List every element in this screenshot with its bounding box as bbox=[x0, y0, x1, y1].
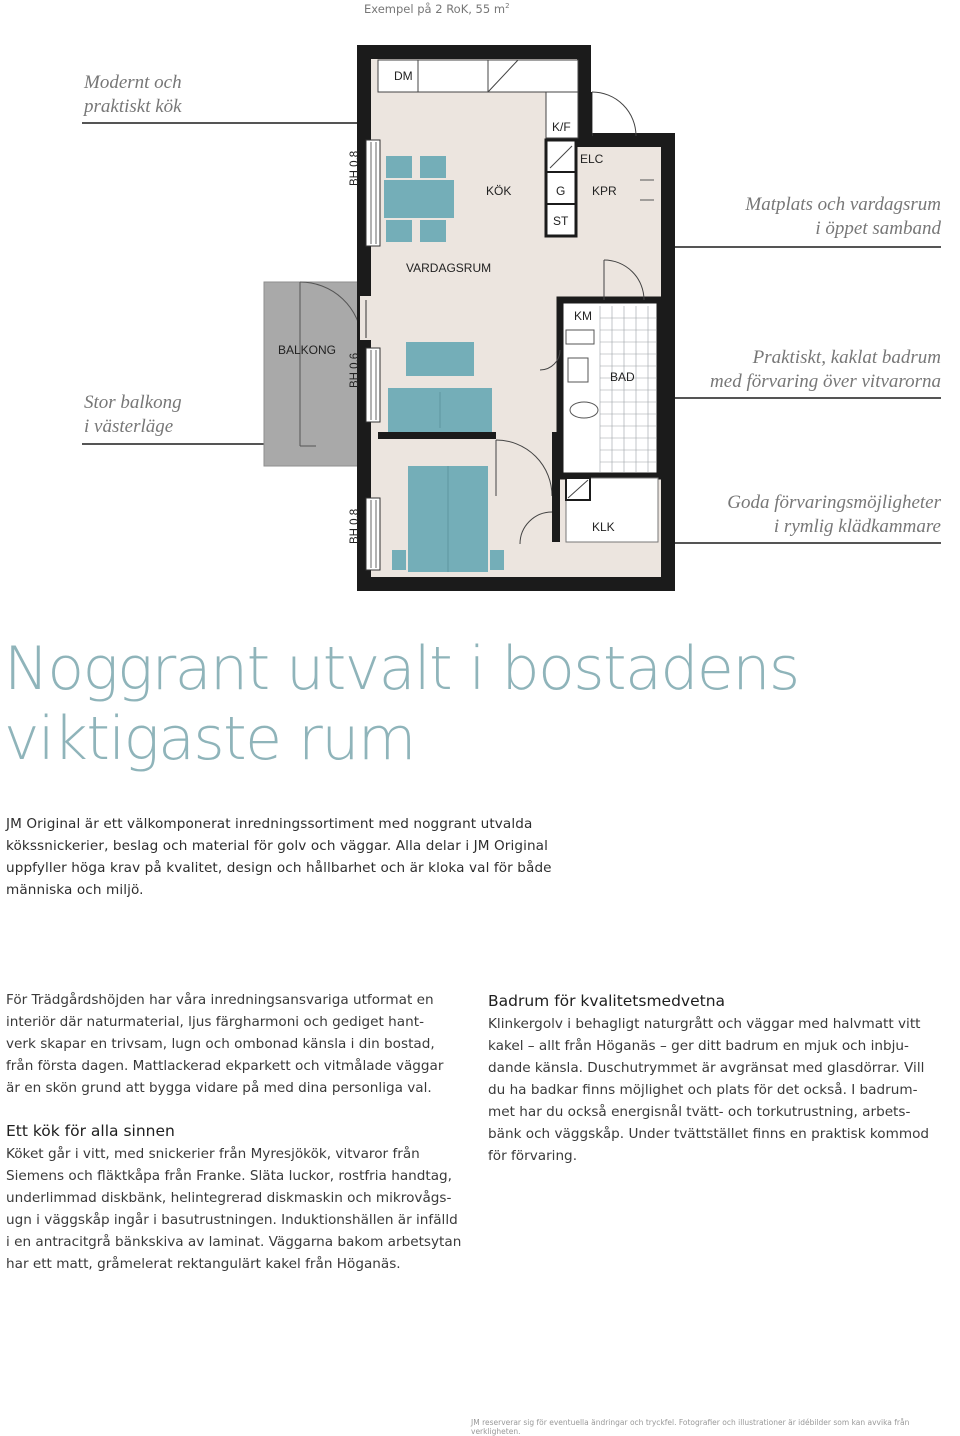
label-g: G bbox=[556, 184, 566, 198]
plan-caption: Exempel på 2 RoK, 55 $m^2$ bbox=[364, 2, 510, 16]
label-elc: ELC bbox=[580, 152, 604, 166]
lead-paragraph: JM Original är ett välkomponerat inredningssortiment med noggrant utvalda kökssnickerier, beslag och material för golv och väggar. Alla delar i JM Original uppfyller höga krav på kvalitet, design och hållbarhet och är kloka val för både människa och miljö. bbox=[6, 816, 552, 898]
bathroom bbox=[560, 300, 660, 476]
headline: Noggrant utvalt i bostadens viktigaste rum bbox=[4, 634, 799, 774]
callout-balcony: Stor balkong i västerläge bbox=[84, 392, 182, 437]
label-klk: KLK bbox=[592, 520, 615, 534]
label-bh-bedroom: BH 0,8 bbox=[349, 508, 361, 544]
label-bh-living: BH 0,6 bbox=[349, 352, 361, 388]
footer-disclaimer: JM reserverar sig för eventuella ändringar och tryckfel. Fotografier och illustrationer är idébilder som kan avvika från verkligheten. bbox=[471, 1418, 910, 1436]
label-kpr: KPR bbox=[592, 184, 617, 198]
label-balkong: BALKONG bbox=[278, 343, 337, 357]
intro-paragraph: För Trädgårdshöjden har våra inredningsansvariga utformat en interiör där naturmaterial, ljus färgharmoni och gediget hant- verk skapar en trivsam, lugn och ombonad känsla i din bostad, från första dagen. Mattlackerad ekparkett och vitmålade väggar är en skön grund att bygga vidare på med dina personliga val. bbox=[6, 992, 444, 1096]
callout-bathroom: Praktiskt, kaklat badrum med förvaring över vitvarorna bbox=[710, 347, 941, 392]
bathroom-heading: Badrum för kvalitetsmedvetna bbox=[488, 992, 726, 1010]
floor-plan bbox=[0, 0, 960, 600]
label-bad: BAD bbox=[610, 370, 635, 384]
callout-kitchen: Modernt och praktiskt kök bbox=[84, 72, 182, 117]
callout-closet: Goda förvaringsmöjligheter i rymlig klädkammare bbox=[727, 492, 941, 537]
label-dm: DM bbox=[394, 69, 413, 83]
label-kok: KÖK bbox=[486, 184, 512, 198]
kitchen-paragraph: Köket går i vitt, med snickerier från Myresjökök, vitvaror från Siemens och fläktkåpa från Franke. Släta luckor, rostfria handtag, underlimmad diskbänk, helintegrerad diskmaskin och mikrovågs- ugn i väggskåp ingår i basutrustningen. Induktionshällen är infälld i en antracitgrå bänkskiva av laminat. Väggarna bakom arbetsytan har ett matt, gråmelerat rektangulärt kakel från Höganäs. bbox=[6, 1146, 462, 1272]
label-st: ST bbox=[553, 214, 569, 228]
label-vardagsrum: VARDAGSRUM bbox=[406, 261, 492, 275]
bathroom-paragraph: Klinkergolv i behagligt naturgrått och väggar med halvmatt vitt kakel – allt från Höganäs – ger ditt badrum en mjuk och inbju- dande känsla. Duschutrymmet är avgränsat med glasdörrar. Vill du ha badkar finns möjlighet och plats för det också. I badrum- met har du också energisnål tvätt- och torkutrustning, arbets- bänk och väggskåp. Under tvättstället finns en praktisk kommod för förvaring. bbox=[488, 1016, 930, 1164]
label-bh-kitchen: BH 0,8 bbox=[349, 150, 361, 186]
callout-living: Matplats och vardagsrum i öppet samband bbox=[745, 194, 941, 239]
dining-table bbox=[384, 180, 454, 218]
label-kf: K/F bbox=[552, 120, 571, 134]
kitchen-heading: Ett kök för alla sinnen bbox=[6, 1122, 175, 1140]
coffee-table bbox=[406, 342, 474, 376]
label-km: KM bbox=[574, 309, 592, 323]
